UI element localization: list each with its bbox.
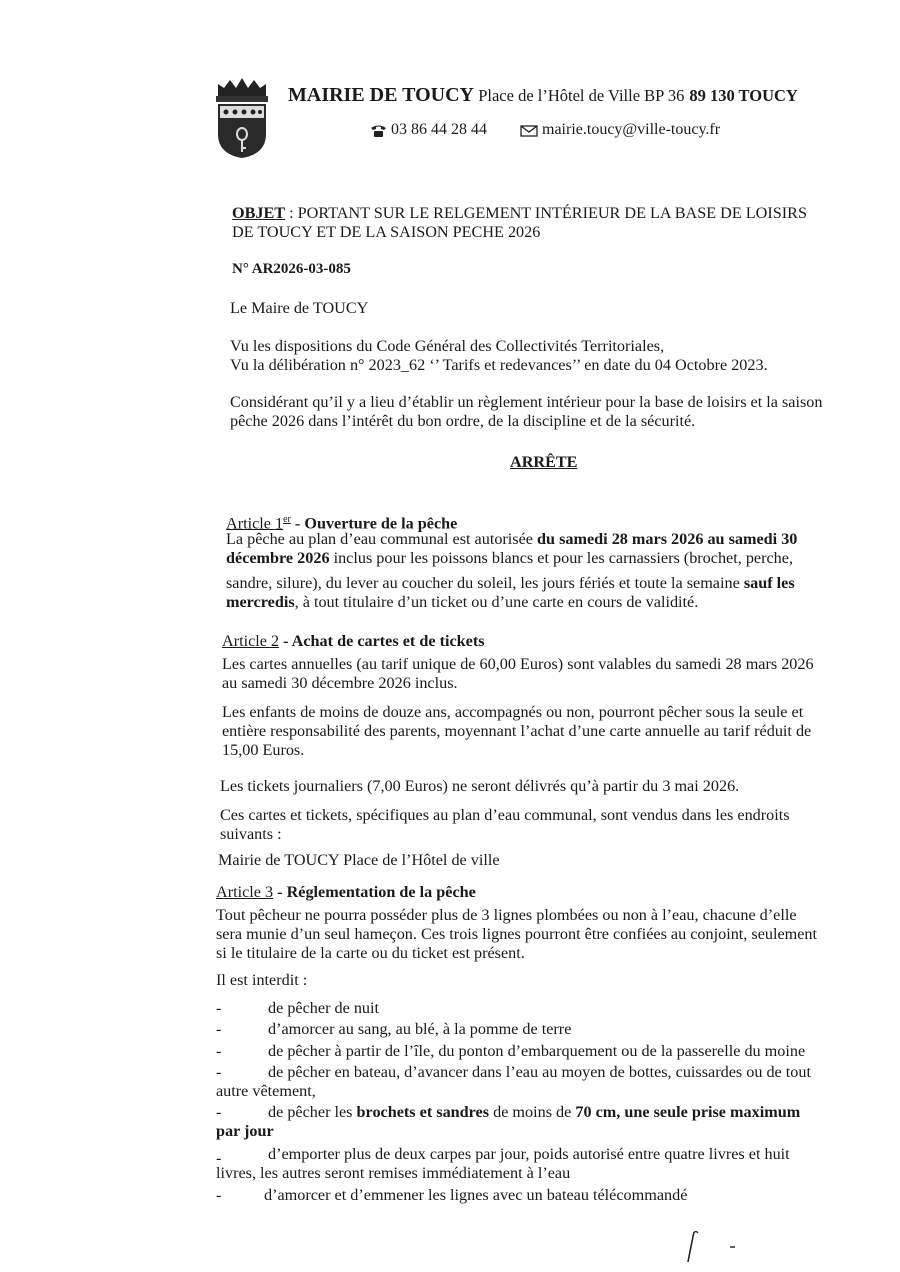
article-1-line-1: La pêche au plan d’eau communal est autorisée du samedi 28 mars 2026 au samedi 30 — [226, 530, 798, 548]
coat-of-arms-logo — [210, 76, 274, 160]
list-item-continued: autre vêtement, — [216, 1082, 316, 1100]
article-2-p2-line-3: 15,00 Euros. — [222, 741, 305, 759]
phone-icon — [370, 124, 387, 137]
article-2-p3: Les tickets journaliers (7,00 Euros) ne seront délivrés qu’à partir du 3 mai 2026. — [220, 777, 740, 795]
mairie-header — [288, 84, 798, 107]
bullet-dash: - — [216, 1150, 222, 1167]
article-2-p5: Mairie de TOUCY Place de l’Hôtel de ville — [218, 851, 500, 869]
article-1-line-2: décembre 2026 inclus pour les poissons blancs et pour les carnassiers (brochet, perche, — [226, 549, 794, 567]
article-1-title: - Ouverture de la pêche — [290, 514, 458, 533]
article-1-line-3: sandre, silure), du lever au coucher du soleil, les jours fériés et toute la semaine sauf les — [226, 574, 795, 592]
bullet-dash: - — [216, 1000, 222, 1017]
email-address[interactable]: mairie.toucy@ville-toucy.fr — [542, 121, 721, 138]
article-2-label: Article 2 — [222, 632, 280, 650]
list-item-continued: livres, les autres seront remises immédiatement à l’eau — [216, 1164, 571, 1182]
article-3-p1-line-2: sera munie d’un seul hameçon. Ces trois lignes pourront être confiées au conjoint, seulement — [216, 925, 818, 943]
objet-line-2: DE TOUCY ET DE LA SAISON PECHE 2026 — [232, 223, 541, 241]
maire-line: Le Maire de TOUCY — [230, 299, 369, 317]
email-contact — [520, 121, 720, 139]
article-2-p1-line-2: au samedi 30 décembre 2026 inclus. — [222, 674, 458, 692]
article-2-p4-line-2: suivants : — [220, 825, 282, 843]
list-item: de pêcher de nuit — [268, 999, 380, 1017]
considerant-line-1: Considérant qu’il y a lieu d’établir un règlement intérieur pour la base de loisirs et la saison — [230, 393, 823, 411]
article-1-label: Article 1 — [226, 514, 284, 533]
article-2-title: - Achat de cartes et de tickets — [279, 632, 485, 650]
list-item-continued: par jour — [216, 1122, 274, 1140]
phone-number: 03 86 44 28 44 — [391, 121, 487, 138]
article-1-line-4: mercredis, à tout titulaire d’un ticket ou d’une carte en cours de validité. — [226, 593, 699, 611]
arrete-heading: ARRÊTE — [510, 453, 578, 471]
list-item: de pêcher en bateau, d’avancer dans l’eau au moyen de bottes, cuissardes ou de tout — [268, 1063, 811, 1081]
article-3-heading — [216, 883, 476, 902]
article-1-heading: Article 1er - Ouverture de la pêche — [226, 514, 458, 533]
article-2-p2-line-2: entière responsabilité des parents, moyennant l’achat d’une carte annuelle au tarif réduit de — [222, 722, 812, 740]
bullet-dash: - — [216, 1104, 222, 1121]
list-item: d’emporter plus de deux carpes par jour, poids autorisé entre quatre livres et huit — [268, 1145, 790, 1163]
list-item: de pêcher à partir de l’île, du ponton d’embarquement ou de la passerelle du moine — [268, 1042, 806, 1060]
vu-deliberation-line: Vu la délibération n° 2023_62 ‘’ Tarifs et redevances’’ en date du 04 Octobre 2023. — [230, 356, 768, 374]
bullet-dash: - — [216, 1064, 222, 1081]
bullet-dash: - — [216, 1043, 222, 1060]
arrete-number: N° AR2026-03-085 — [232, 261, 351, 277]
objet-line-1: OBJET : PORTANT SUR LE RELGEMENT INTÉRIEUR DE LA BASE DE LOISIRS — [232, 204, 807, 222]
article-3-interdit: Il est interdit : — [216, 971, 308, 989]
phone-contact — [370, 121, 487, 139]
list-item: d’amorcer au sang, au blé, à la pomme de terre — [268, 1020, 572, 1038]
article-3-p1-line-1: Tout pêcheur ne pourra posséder plus de 3 lignes plombées ou non à l’eau, chacune d’elle — [216, 906, 797, 924]
bullet-dash: - — [216, 1187, 222, 1204]
mairie-address: Place de l’Hôtel de Ville BP 36 — [478, 86, 685, 105]
objet-label: OBJET — [232, 204, 286, 222]
mairie-name: MAIRIE DE TOUCY — [288, 84, 474, 106]
article-2-p1-line-1: Les cartes annuelles (au tarif unique de 60,00 Euros) sont valables du samedi 28 mars 2026 — [222, 655, 814, 673]
article-3-label: Article 3 — [216, 883, 274, 901]
list-item: de pêcher les brochets et sandres de moins de 70 cm, une seule prise maximum — [268, 1103, 801, 1121]
considerant-line-2: pêche 2026 dans l’intérêt du bon ordre, de la discipline et de la sécurité. — [230, 412, 696, 430]
list-item: d’amorcer et d’emmener les lignes avec un bateau télécommandé — [264, 1186, 688, 1204]
mail-icon — [520, 124, 538, 137]
article-3-p1-line-3: si le titulaire de la carte ou du ticket est présent. — [216, 944, 525, 962]
article-2-p2-line-1: Les enfants de moins de douze ans, accompagnés ou non, pourront pêcher sous la seule et — [222, 703, 804, 721]
mairie-city: 89 130 TOUCY — [689, 86, 798, 105]
article-2-heading — [222, 632, 485, 651]
article-2-p4-line-1: Ces cartes et tickets, spécifiques au plan d’eau communal, sont vendus dans les endroits — [220, 806, 790, 824]
article-3-title: - Réglementation de la pêche — [273, 883, 476, 901]
bullet-dash: - — [216, 1021, 222, 1038]
vu-code-line: Vu les dispositions du Code Général des Collectivités Territoriales, — [230, 337, 665, 355]
initial-mark — [684, 1228, 744, 1264]
